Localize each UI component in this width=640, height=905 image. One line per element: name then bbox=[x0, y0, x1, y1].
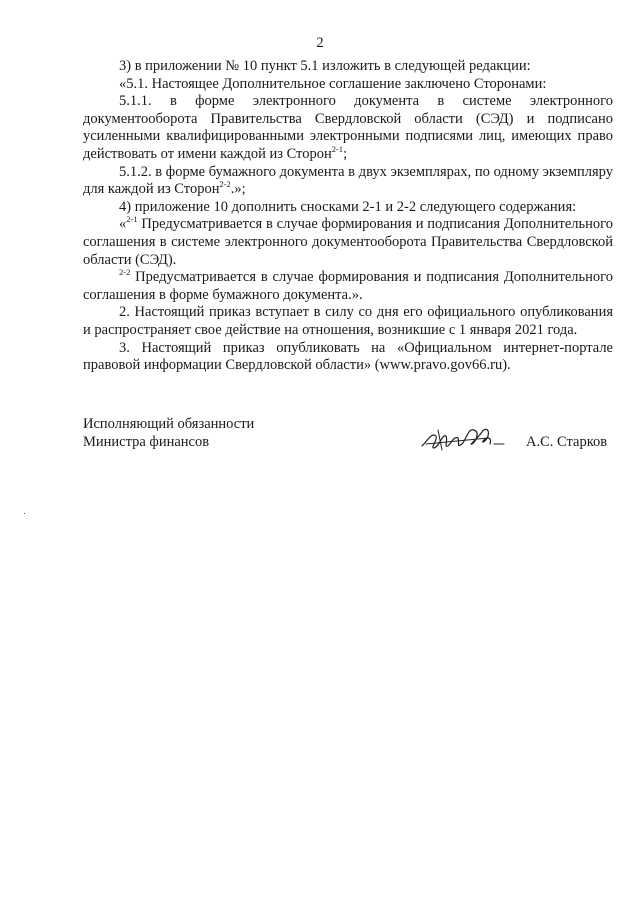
clause-5-1-2-end: .»; bbox=[230, 181, 246, 198]
clause-5-1-1-end: ; bbox=[343, 145, 348, 162]
signature-block bbox=[83, 416, 613, 451]
signer-name: А.С. Старков bbox=[526, 433, 608, 450]
footnote-ref-2-1: 2-1 bbox=[331, 143, 344, 154]
footnote-2-2-text: Предусматривается в случае формирования и подписания Дополнительного соглашения в форме бумажного документа.». bbox=[83, 269, 613, 303]
paragraph-section-3: 3. Настоящий приказ опубликовать на «Официальном интернет-портале правовой информации Свердловской области» (www.pravo.gov66.ru). bbox=[83, 339, 613, 374]
clause-5-1-1-text: 5.1.1. в форме электронного документа в системе электронного документооборота Правительства Свердловской области (СЭД) и подписано усиленными квалифицированными электронными подписями лиц, имеющих право действовать от имени каждой из Сторон bbox=[83, 93, 613, 162]
paragraph-footnote-2-2 bbox=[83, 269, 613, 304]
page-number: 2 bbox=[316, 35, 324, 51]
footnote-marker-2-2: 2-2 bbox=[119, 267, 131, 278]
paragraph-section-2: 2. Настоящий приказ вступает в силу со дня его официального опубликования и распространяет свое действие на отношения, возникшие с 1 января 2021 года. bbox=[83, 304, 613, 338]
paragraph-clause-5-1: «5.1. Настоящее Дополнительное соглашение заключено Сторонами: bbox=[119, 75, 547, 92]
footnote-marker-2-1: 2-1 bbox=[126, 214, 138, 225]
footnote-open-quote: « bbox=[119, 216, 127, 233]
stray-dot bbox=[24, 513, 25, 514]
handwritten-signature bbox=[418, 418, 508, 458]
paragraph-footnote-2-1 bbox=[83, 216, 613, 269]
clause-5-1-2-text: 5.1.2. в форме бумажного документа в двух экземплярах, по одному экземпляру для каждой из Сторон bbox=[83, 163, 613, 198]
document-body bbox=[83, 58, 613, 375]
paragraph-item-4: 4) приложение 10 дополнить сносками 2-1 и 2-2 следующего содержания: bbox=[119, 198, 577, 215]
paragraph-clause-5-1-2 bbox=[83, 164, 613, 199]
footnote-ref-2-2: 2-2 bbox=[219, 179, 231, 190]
paragraph-clause-5-1-1 bbox=[83, 93, 613, 163]
paragraph-item-3: 3) в приложении № 10 пункт 5.1 изложить в следующей редакции: bbox=[119, 58, 531, 74]
signer-position-line1: Исполняющий обязанности bbox=[83, 416, 255, 432]
signer-position-line2: Министра финансов bbox=[83, 433, 210, 450]
footnote-2-1-text: Предусматривается в случае формирования и подписания Дополнительного соглашения в системе электронного документооборота Правительства Свердловской области (СЭД). bbox=[83, 216, 613, 268]
